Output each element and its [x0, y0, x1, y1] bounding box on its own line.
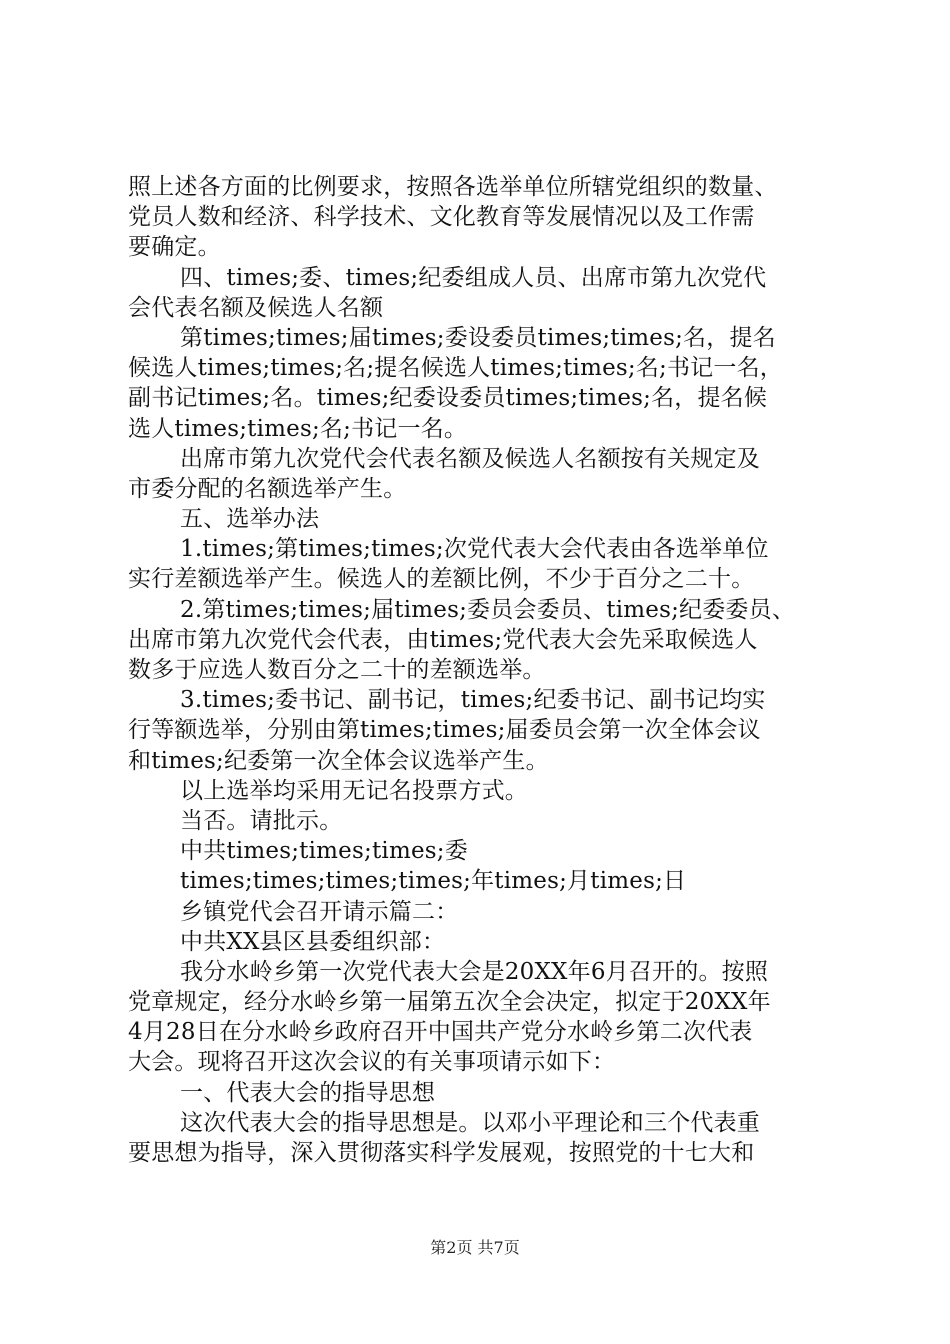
text-line: 副书记times;名。times;纪委设委员times;times;名，提名候	[128, 385, 768, 412]
document-body	[128, 172, 838, 1168]
text-line: 党员人数和经济、科学技术、文化教育等发展情况以及工作需	[128, 204, 755, 231]
text-line: 候选人times;times;名;提名候选人times;times;名;书记一名，	[128, 355, 783, 382]
text-line: 照上述各方面的比例要求，按照各选举单位所辖党组织的数量、	[128, 174, 778, 200]
text-line: 实行差额选举产生。候选人的差额比例，不少于百分之二十。	[128, 566, 755, 593]
page-footer: 第2页 共7页	[430, 1238, 520, 1257]
text-line: 3.times;委书记、副书记，times;纪委书记、副书记均实	[180, 687, 766, 714]
text-line: 出席市第九次党代会代表名额及候选人名额按有关规定及	[180, 445, 760, 472]
text-line: 我分水岭乡第一次党代表大会是20XX年6月召开的。按照	[180, 958, 769, 985]
text-line: 大会。现将召开这次会议的有关事项请示如下：	[128, 1049, 616, 1076]
text-line: 出席市第九次党代会代表，由times;党代表大会先采取候选人	[128, 626, 758, 653]
text-line: times;times;times;times;年times;月times;日	[180, 868, 687, 895]
text-line: 党章规定，经分水岭乡第一届第五次全会决定，拟定于20XX年	[128, 989, 771, 1016]
text-line: 要确定。	[128, 234, 221, 261]
text-line: 第times;times;届times;委设委员times;times;名，提名	[180, 324, 776, 351]
text-line: 中共times;times;times;委	[180, 838, 468, 865]
text-line: 一、代表大会的指导思想	[180, 1079, 436, 1106]
text-line: 这次代表大会的指导思想是。以邓小平理论和三个代表重	[180, 1109, 760, 1136]
text-line: 以上选举均采用无记名投票方式。	[180, 777, 528, 804]
text-line: 行等额选举，分别由第times;times;届委员会第一次全体会议	[128, 717, 761, 744]
text-line: 五、选举办法	[180, 506, 320, 533]
text-line: 乡镇党代会召开请示篇二：	[180, 898, 459, 925]
text-line: 选人times;times;名;书记一名。	[128, 415, 468, 442]
text-line: 中共XX县区县委组织部：	[180, 928, 446, 955]
text-line: 2.第times;times;届times;委员会委员、times;纪委委员、	[180, 596, 796, 623]
text-line: 四、times;委、times;纪委组成人员、出席市第九次党代	[180, 264, 767, 291]
text-line: 市委分配的名额选举产生。	[128, 475, 407, 502]
text-line: 1.times;第times;times;次党代表大会代表由各选举单位	[180, 536, 769, 563]
text-line: 当否。请批示。	[180, 807, 343, 834]
text-line: 数多于应选人数百分之二十的差额选举。	[128, 657, 546, 683]
text-line: 4月28日在分水岭乡政府召开中国共产党分水岭乡第二次代表	[128, 1019, 753, 1046]
text-line: 会代表名额及候选人名额	[128, 294, 384, 321]
text-line: 和times;纪委第一次全体会议选举产生。	[128, 747, 549, 774]
text-line: 要思想为指导，深入贯彻落实科学发展观，按照党的十七大和	[128, 1140, 755, 1166]
